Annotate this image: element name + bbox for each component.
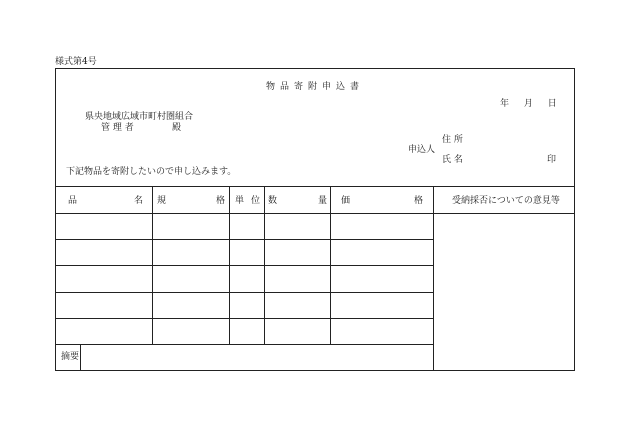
addressee-organization: 県央地域広域市町村圏組合 [85,112,194,122]
addressee-role: 管 理 者 [101,123,134,133]
col-divider-price [330,186,331,344]
col-divider-unit [229,186,230,344]
table-header-border [55,213,575,214]
header-spec-1: 規 [157,196,167,206]
address-label: 住 所 [442,135,463,145]
header-opinion: 受納採否についての意見等 [452,196,560,206]
header-quantity-1: 数 [268,196,278,206]
col-divider-quantity [264,186,265,344]
addressee-honorific: 殿 [172,123,182,133]
header-item-name-2: 名 [134,196,144,206]
row-border [55,344,433,345]
row-border [55,292,433,293]
date-line[interactable]: 年 月 日 [500,99,557,109]
header-spec-2: 格 [216,196,226,206]
request-statement: 下記物品を寄附したいので申し込みます。 [66,167,237,177]
row-border [55,265,433,266]
header-unit-1: 単 [235,196,245,206]
remarks-label: 摘要 [61,352,80,362]
header-item-name-1: 品 [68,196,78,206]
header-quantity-2: 量 [318,196,328,206]
applicant-label: 申込人 [408,145,436,155]
remarks-divider [80,344,81,371]
name-label: 氏 名 [442,155,463,165]
col-divider-spec [152,186,153,344]
header-price-1: 価 [341,196,351,206]
header-price-2: 格 [414,196,424,206]
header-unit-2: 位 [251,196,261,206]
form-title: 物品寄附申込書 [265,82,364,92]
col-divider-opinion [433,186,434,371]
table-top-border [55,186,575,187]
form-code: 様式第4号 [55,57,97,67]
row-border [55,318,433,319]
seal-mark: 印 [547,155,557,165]
row-border [55,239,433,240]
